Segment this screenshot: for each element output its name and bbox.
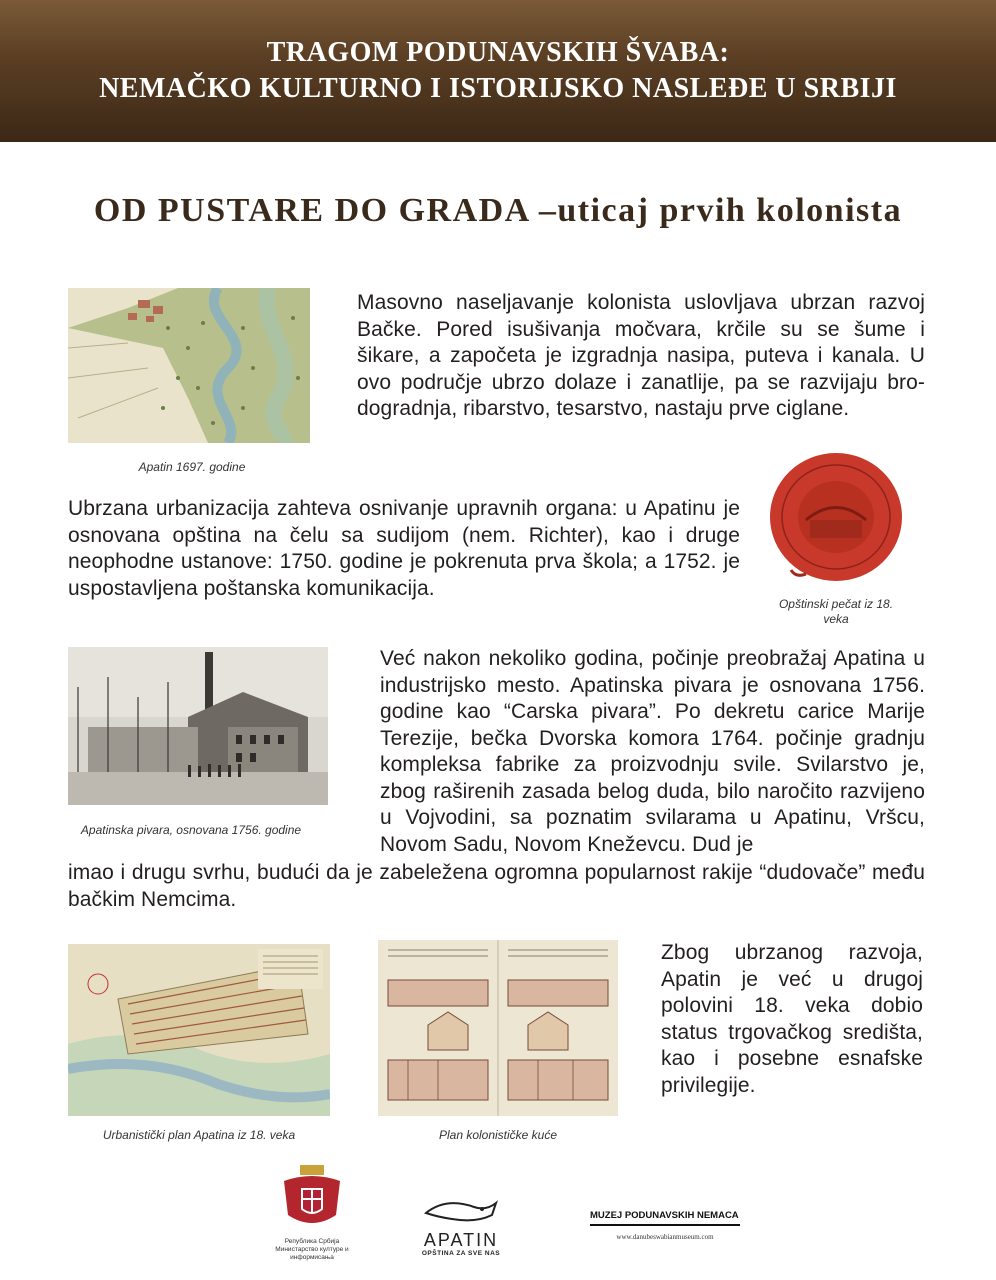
paragraph-1: Masovno naseljavanje kolonista uslovljava ubrzan razvoj Bačke. Pored isušivanja močvara, krčile su se šume i šikare, a započeta je izgradnja nasipa, puteva i kanala. U ovo područje ubrzo dolaze i zanatlije, pa se razvijaju bro-dogradnja, ribarstvo, tesarstvo, nastaju prve ciglane. [357,291,925,420]
map-1697-image [68,288,310,443]
municipal-seal-image [766,450,906,585]
header-line-2: NEMAČKO KULTURNO I ISTORIJSKO NASLEĐE U SRBIJI [99,73,897,104]
serbia-line-2: Министарство културе и информисања [275,1246,349,1261]
caption-brewery: Apatinska pivara, osnovana 1756. godine [80,823,302,837]
apatin-name: APATIN [423,1230,499,1250]
paragraph-3b: imao i drugu svrhu, budući da je zabeležena ogromna popularnost rakije “dudovače” među bačkim Nemcima. [68,861,925,911]
caption-seal: Opštinski pečat iz 18. veka [778,597,894,626]
apatin-logo [416,1193,506,1263]
fish-icon [416,1193,506,1225]
paragraph-2: Ubrzana urbanizacija zahteva osnivanje upravnih organa: u Apatinu je osnovana opština na čelu sa sudijom (nem. Richter), kao i druge neophodne ustanove: 1750. godine je pokrenuta prva škola; a 1752. je uspostavljena poštanska komunikacija. [68,497,740,600]
header-band [0,0,996,142]
serbia-line-1: Република Србија [284,1238,340,1245]
urban-plan-image [68,944,330,1116]
serbia-ministry-logo [262,1163,362,1263]
paragraph-4: Zbog ubrzanog razvoja, Apatin je već u drugoj polovini 18. veka dobio status trgovačkog središta, kao i posebne esnafske privilegije. [661,941,923,1097]
museum-logo [590,1210,740,1250]
museum-name: MUZEJ PODUNAVSKIH NEMACA [590,1210,739,1221]
paragraph-3a: Već nakon nekoliko godina, počinje preobražaj Apatina u industrijsko mesto. Apatinska pivara je osnovana 1756. godine kao “Carska pivara”. Po dekretu carice Marije Terezije, bečka Dvorska komora 1764. počinje gradnju kompleksa fabrike za proizvodnju svile. Svilarstvo je, zbog raširenih zasada belog duda, bilo naročito razvijeno u Vojvodini, sa poznatim svilarama u Apatinu, Vršcu, Novom Sadu, Novom Kneževcu. Dud je [380,647,925,856]
museum-underline [590,1224,740,1226]
apatin-slogan: OPŠTINA ZA SVE NAS [421,1250,501,1257]
serbia-coat-of-arms-icon [262,1163,362,1233]
caption-house-plan: Plan kolonističke kuće [438,1128,558,1142]
caption-map-1697: Apatin 1697. godine [138,460,246,474]
header-line-1: TRAGOM PODUNAVSKIH ŠVABA: [266,37,730,68]
house-plan-image [378,940,618,1116]
brewery-photo [68,647,328,805]
museum-url: www.danubeswabianmuseum.com [616,1233,714,1241]
page-title: OD PUSTARE DO GRADA –uticaj prvih kolonista [93,192,903,229]
caption-urban-plan: Urbanistički plan Apatina iz 18. veka [102,1128,296,1142]
